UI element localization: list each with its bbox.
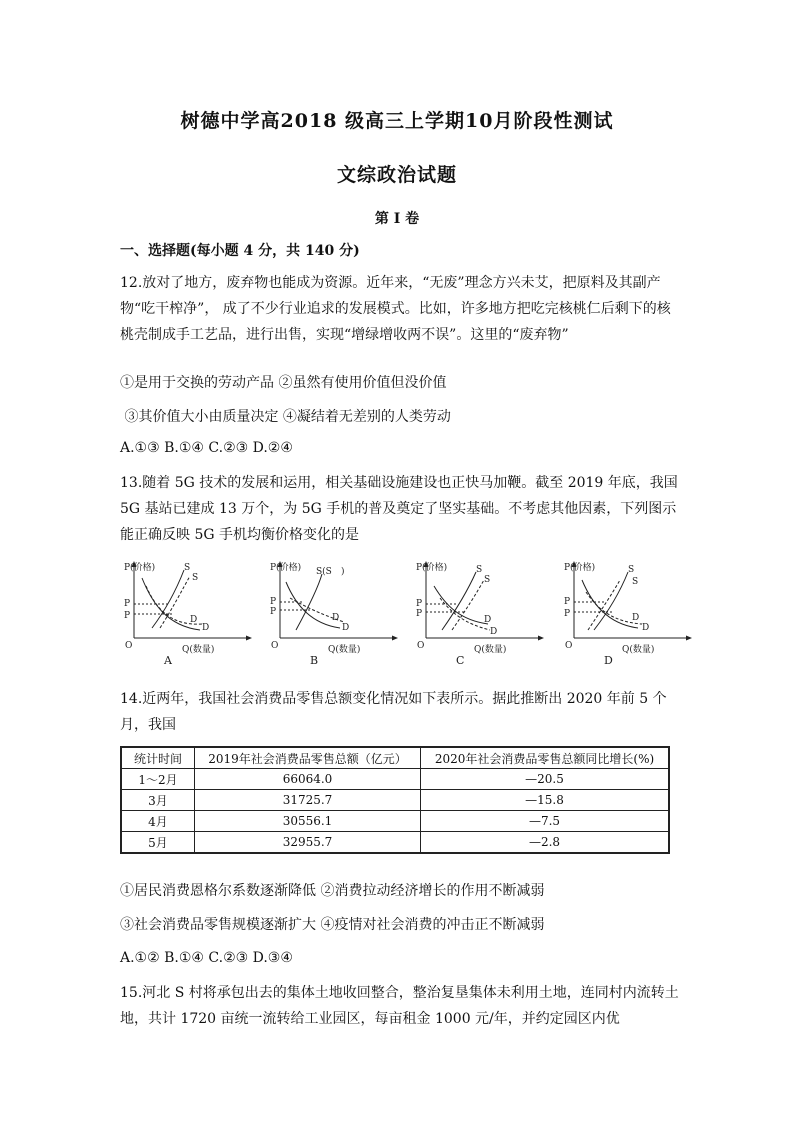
table-cell: 1～2月 (121, 769, 195, 790)
graph-b-s: S(S (316, 567, 332, 577)
graph-a-p1: P (124, 599, 131, 609)
graph-d-p1: P (564, 609, 571, 619)
q13-stem: 13.随着 5G 技术的发展和运用，相关基础设施建设也正快马加鞭。截至 2019 年底，我国 5G 基站已建成 13 万个，为 5G 手机的普及奠定了坚实基础。不考虑其他因素，下列图示能正确反映 5G 手机均衡价格变化的是 (120, 475, 683, 543)
table-row (121, 832, 669, 854)
q12-choices: A.①③ B.①④ C.②③ D.②④ (120, 440, 293, 456)
graph-b-d1: D (342, 623, 350, 633)
graph-d-d2: D (632, 613, 640, 623)
graph-d-origin: O (565, 641, 573, 651)
graph-d (562, 558, 692, 668)
graph-d-s2: S (632, 577, 639, 587)
graph-c-p2: P (416, 609, 423, 619)
graph-b-letter: B (310, 654, 319, 667)
table-row (121, 790, 669, 811)
table-cell: 31725.7 (195, 790, 421, 811)
volume-label: 第 I 卷 (374, 211, 420, 227)
graph-c-q-axis: Q(数量) (474, 645, 507, 655)
table-cell: 3月 (121, 790, 195, 811)
table-cell: 32955.7 (195, 832, 421, 854)
q15-stem: 15.河北 S 村将承包出去的集体土地收回整合，整治复垦集体未利用土地，连同村内流转土地，共计 1720 亩统一流转给工业园区，每亩租金 1000 元/年，并约定园区内优 (120, 985, 679, 1027)
graph-c-p1: P (416, 599, 423, 609)
table-cell: —2.8 (421, 832, 670, 854)
graph-c-d1: D (490, 627, 498, 637)
graph-d-d1: D (642, 623, 650, 633)
exam-subtitle: 文综政治试题 (336, 164, 457, 186)
graph-b-p-axis: P(价格) (270, 563, 302, 573)
graph-a-origin: O (125, 641, 133, 651)
q14-stem: 14.近两年，我国社会消费品零售总额变化情况如下表所示。据此推断出 2020 年前 5 个月，我国 (120, 691, 667, 733)
graph-c-d2: D (484, 615, 492, 625)
retail-sales-table (120, 746, 670, 854)
graph-d-p-axis: P(价格) (564, 563, 596, 573)
q14-choices: A.①② B.①④ C.②③ D.③④ (120, 950, 293, 966)
graph-c-s2: S (484, 575, 491, 585)
graph-c-s1: S (476, 565, 483, 575)
graph-b-q-axis: Q(数量) (328, 645, 361, 655)
graph-d-p2: P (564, 597, 571, 607)
q14-options-line2: ③社会消费品零售规模逐渐扩大 ④疫情对社会消费的冲击正不断减弱 (120, 917, 545, 933)
graph-b-s-close: ) (341, 567, 345, 577)
exam-title: 树德中学高2018 级高三上学期10月阶段性测试 (180, 110, 614, 132)
graph-a-p-axis: P(价格) (124, 563, 156, 573)
q12-stem: 12.放对了地方，废弃物也能成为资源。近年来，“无废”理念方兴未艾，把原料及其副产物“吃干榨净”， 成了不少行业追求的发展模式。比如，许多地方把吃完核桃仁后剩下的核桃壳制成手工艺品，进行出售，实现“增绿增收两不误”。这里的“废弃物” (120, 275, 671, 343)
graph-d-s1: S (628, 565, 635, 575)
graph-a-q-axis: Q(数量) (182, 645, 215, 655)
graph-d-q-axis: Q(数量) (622, 645, 655, 655)
table-cell: 5月 (121, 832, 195, 854)
table-cell: —7.5 (421, 811, 670, 832)
q14-options-line1: ①居民消费恩格尔系数逐渐降低 ②消费拉动经济增长的作用不断减弱 (120, 883, 545, 899)
table-cell: 30556.1 (195, 811, 421, 832)
graph-b-p2: P (270, 597, 277, 607)
table-header-row (121, 747, 669, 769)
graph-c-letter: C (456, 654, 465, 667)
graph-a-d2: D (190, 615, 198, 625)
graph-b (268, 558, 398, 668)
graph-d-letter: D (604, 654, 613, 667)
graph-c-p-axis: P(价格) (416, 563, 448, 573)
graph-a (122, 558, 252, 668)
q12-options-line1: ①是用于交换的劳动产品 ②虽然有使用价值但没价值 (120, 375, 447, 391)
graph-c-origin: O (417, 641, 425, 651)
q12-options-line2: ③其价值大小由质量决定 ④凝结着无差别的人类劳动 (120, 409, 451, 425)
graph-b-origin: O (271, 641, 279, 651)
graph-a-p2: P (124, 611, 131, 621)
section-heading: 一、选择题(每小题 4 分，共 140 分) (120, 243, 360, 259)
table-header-cell: 2020年社会消费品零售总额同比增长(%) (421, 747, 670, 769)
graph-c (414, 558, 544, 668)
graph-a-s2: S (192, 573, 199, 583)
graph-b-d2: D (332, 613, 340, 623)
graph-a-letter: A (164, 654, 172, 667)
table-cell: 66064.0 (195, 769, 421, 790)
graph-b-p1: P (270, 607, 277, 617)
table-cell: 4月 (121, 811, 195, 832)
table-header-cell: 2019年社会消费品零售总额（亿元） (195, 747, 421, 769)
table-cell: —20.5 (421, 769, 670, 790)
table-row (121, 769, 669, 790)
table-header-cell: 统计时间 (121, 747, 195, 769)
table-row (121, 811, 669, 832)
graph-a-s1: S (184, 563, 191, 573)
table-cell: —15.8 (421, 790, 670, 811)
graph-a-d1: D (202, 623, 210, 633)
